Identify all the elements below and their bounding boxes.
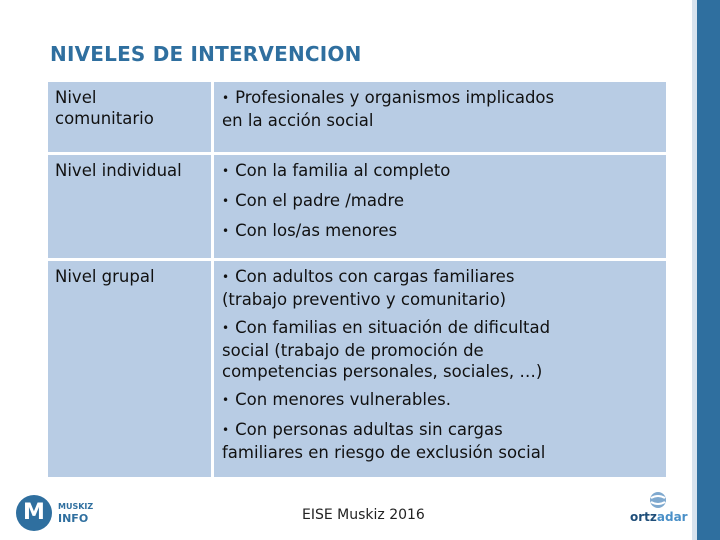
brand-part1: ortz xyxy=(630,510,657,524)
list-item-text: Con familias en situación de dificultad social (trabajo de promoción de competencias personales, sociales, …) xyxy=(222,318,551,381)
row-label: Nivel grupal xyxy=(48,261,214,477)
list-item-text: Con adultos con cargas familiares (trabajo preventivo y comunitario) xyxy=(222,267,515,309)
list-item xyxy=(222,389,660,412)
logo-letter: M xyxy=(23,500,45,525)
list-item xyxy=(222,87,660,131)
bullet-icon: • xyxy=(222,91,230,105)
bullet-icon: • xyxy=(222,321,230,335)
table-row xyxy=(48,155,666,261)
bullet-icon: • xyxy=(222,224,230,238)
row-items xyxy=(214,82,666,152)
list-item-text: Con personas adultas sin cargas familiares en riesgo de exclusión social xyxy=(222,420,546,462)
page-title: NIVELES DE INTERVENCION xyxy=(50,42,362,66)
list-item-text: Con los/as menores xyxy=(235,221,398,240)
list-item xyxy=(222,220,660,243)
bullet-icon: • xyxy=(222,423,230,437)
list-item xyxy=(222,317,660,382)
row-label: Nivel comunitario xyxy=(48,82,214,152)
bullet-icon: • xyxy=(222,270,230,284)
list-item-text: Con menores vulnerables. xyxy=(235,390,451,409)
list-item xyxy=(222,190,660,213)
row-items xyxy=(214,261,666,477)
logo-sub: INFO xyxy=(58,512,89,525)
bullet-icon: • xyxy=(222,164,230,178)
list-item-text: Con el padre /madre xyxy=(235,191,405,210)
row-items xyxy=(214,155,666,258)
footer-caption: EISE Muskiz 2016 xyxy=(302,507,425,523)
table-row xyxy=(48,261,666,477)
right-accent-bar xyxy=(697,0,720,540)
bullet-icon: • xyxy=(222,393,230,407)
logo-brand xyxy=(630,510,688,524)
levels-table xyxy=(48,82,666,477)
list-item xyxy=(222,266,660,310)
table-row xyxy=(48,82,666,155)
ortzadar-logo xyxy=(626,490,690,530)
list-item-text: Profesionales y organismos implicados en la acción social xyxy=(222,88,555,130)
list-item-text: Con la familia al completo xyxy=(235,161,451,180)
list-item xyxy=(222,419,660,463)
logo-name: MUSKIZ xyxy=(58,502,94,511)
logo-circle-icon xyxy=(16,495,52,531)
globe-icon xyxy=(648,490,668,510)
brand-part2: adar xyxy=(656,510,688,524)
list-item xyxy=(222,160,660,183)
bullet-icon: • xyxy=(222,194,230,208)
row-label: Nivel individual xyxy=(48,155,214,258)
